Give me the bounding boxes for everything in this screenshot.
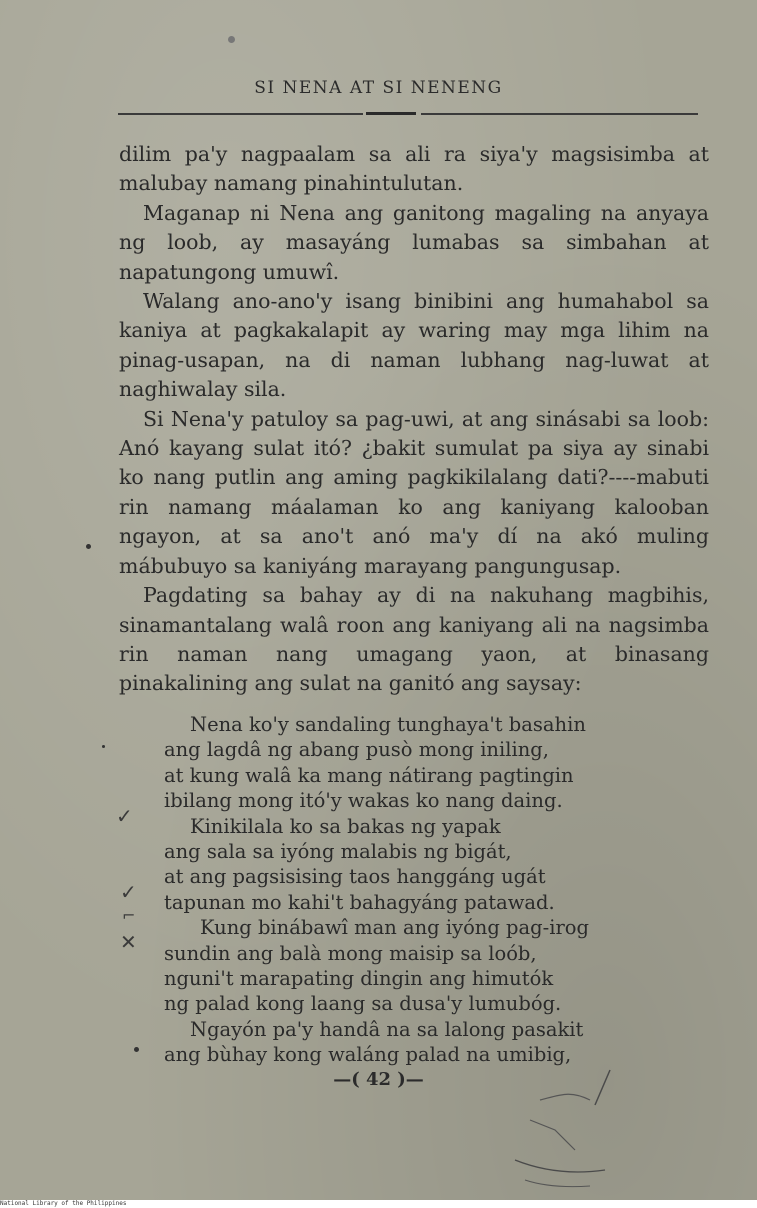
- margin-dot-icon: [102, 745, 105, 748]
- poem-letter: [164, 712, 634, 1068]
- poem-line: ang bùhay kong waláng palad na umibig,: [164, 1043, 572, 1067]
- paragraph: dilim pa'y nagpaalam sa ali ra siya'y magsisimba at malubay namang pinahintulutan.: [119, 142, 709, 196]
- margin-dot-icon: [86, 544, 91, 549]
- page-number: —( 42 )—: [333, 1069, 424, 1090]
- poem-line: ibilang mong itó'y wakas ko nang daing.: [164, 789, 563, 813]
- pencil-cross-icon: ✕: [120, 930, 137, 954]
- poem-line: ang lagdâ ng abang pusò mong iniling,: [164, 738, 549, 762]
- paragraph: Walang ano-ano'y isang binibini ang humahabol sa kaniya at pagkakalapit ay waring may mga lihim na pinag-usapan, na di naman lubhang nag-luwat at naghiwalay sila.: [119, 289, 709, 402]
- poem-line: ng palad kong laang sa dusa'y lumubóg.: [164, 992, 562, 1016]
- poem-line: Ngayón pa'y handâ na sa lalong pasakit: [190, 1017, 584, 1041]
- poem-line: at ang pagsisising taos hanggáng ugát: [164, 865, 546, 889]
- running-header: SI NENA AT SI NENENG: [254, 78, 503, 98]
- header-rule-right: [421, 113, 698, 115]
- pencil-check-icon: ✓: [120, 880, 137, 904]
- page-speck-icon: [228, 36, 235, 43]
- poem-line: sundin ang balà mong maisip sa loób,: [164, 941, 537, 965]
- poem-line: ang sala sa iyóng malabis ng bigát,: [164, 840, 512, 864]
- poem-line: Kung binábawî man ang iyóng pag-irog: [200, 916, 590, 940]
- paragraph: Maganap ni Nena ang ganitong magaling na anyaya ng loob, ay masayáng lumabas sa simbahan at napatungong umuwî.: [119, 200, 709, 284]
- poem-line: tapunan mo kahi't bahagyáng patawad.: [164, 890, 555, 914]
- header-rule-left: [118, 113, 363, 115]
- pencil-dash-icon: ⌐: [122, 906, 136, 925]
- poem-line: Nena ko'y sandaling tunghaya't basahin: [190, 713, 586, 736]
- body-text: [119, 140, 709, 699]
- library-credit: National Library of the Philippines: [0, 1200, 127, 1207]
- margin-dot-icon: [134, 1047, 139, 1052]
- header-rule-center: [366, 112, 416, 115]
- pencil-check-icon: ✓: [116, 804, 133, 828]
- poem-line: nguni't marapating dingin ang himutók: [164, 967, 554, 991]
- poem-line: at kung walâ ka mang nátirang pagtingin: [164, 763, 574, 787]
- paragraph: Si Nena'y patuloy sa pag-uwi, at ang sinásabi sa loob: Anó kayang sulat itó? ¿bakit sumulat pa siya ay sinabi ko nang putlin ang aming pagkikilalang dati?----mabuti rin namang máalaman ko ang kaniyang kalooban ngayon, at sa ano't anó ma'y dí na akó muling mábubuyo sa kaniyáng marayang pangungusap.: [119, 406, 709, 578]
- poem-line: Kinikilala ko sa bakas ng yapak: [190, 814, 501, 838]
- pencil-scribble-icon: [500, 1060, 620, 1190]
- paragraph: Pagdating sa bahay ay di na nakuhang magbihis, sinamantalang walâ roon ang kaniyang ali na nagsimba rin naman nang umagang yaon, at binasang pinakalining ang sulat na ganitó ang saysay:: [119, 583, 709, 696]
